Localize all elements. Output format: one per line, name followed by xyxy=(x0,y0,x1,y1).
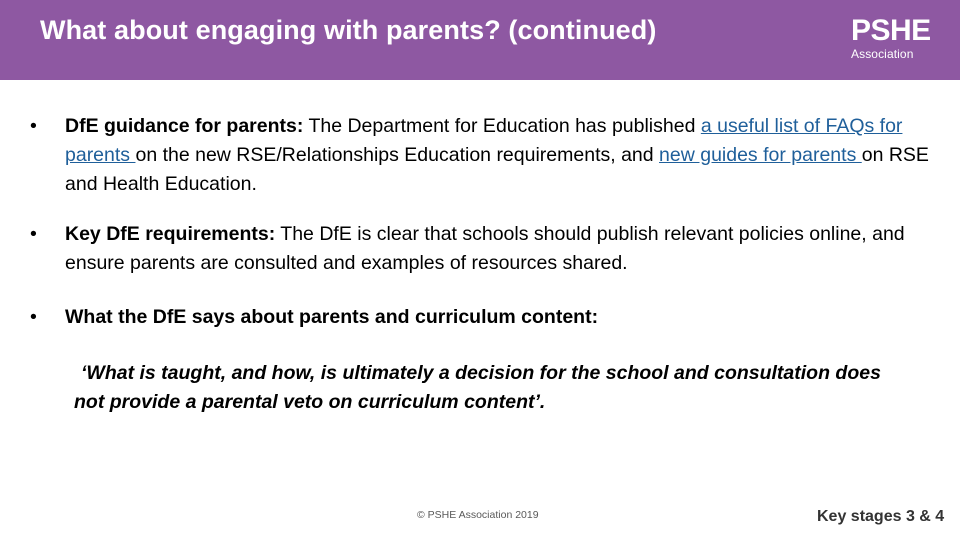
pshe-association-logo xyxy=(851,16,931,61)
guides-for-parents-link[interactable]: new guides for parents xyxy=(659,144,862,166)
bullet-body: on the new RSE/Relationships Education requirements, and xyxy=(135,144,660,166)
logo-wordmark: PSHE xyxy=(851,14,931,47)
slide-title: What about engaging with parents? (continued) xyxy=(40,15,657,45)
dfe-quote: ‘What is taught, and how, is ultimately a decision for the school and consultation does not provide a parental veto on curriculum content’. xyxy=(74,362,881,413)
bullet-marker: • xyxy=(30,115,37,137)
bullet-label: What the DfE says about parents and curriculum content: xyxy=(65,306,599,328)
copyright-notice: © PSHE Association 2019 xyxy=(417,509,539,521)
faqs-for-parents-link[interactable]: a useful list of FAQs for parents xyxy=(65,115,903,166)
bullet-label: Key DfE requirements: xyxy=(65,223,276,245)
header-bar xyxy=(0,0,960,80)
bullet-body: on RSE and Health Education. xyxy=(65,144,929,195)
bullet-body: The Department for Education has published xyxy=(303,115,701,137)
key-stages-label: Key stages 3 & 4 xyxy=(817,508,945,525)
bullet-text xyxy=(65,220,945,278)
bullet-text xyxy=(65,303,945,332)
logo-subtitle: Association xyxy=(851,47,914,61)
bullet-marker: • xyxy=(30,306,37,328)
bullet-label: DfE guidance for parents: xyxy=(65,115,304,137)
bullet-body: The DfE is clear that schools should publish relevant policies online, and ensure parents are consulted and examples of resources shared. xyxy=(65,223,905,274)
bullet-text xyxy=(65,112,945,199)
bullet-marker: • xyxy=(30,223,37,245)
